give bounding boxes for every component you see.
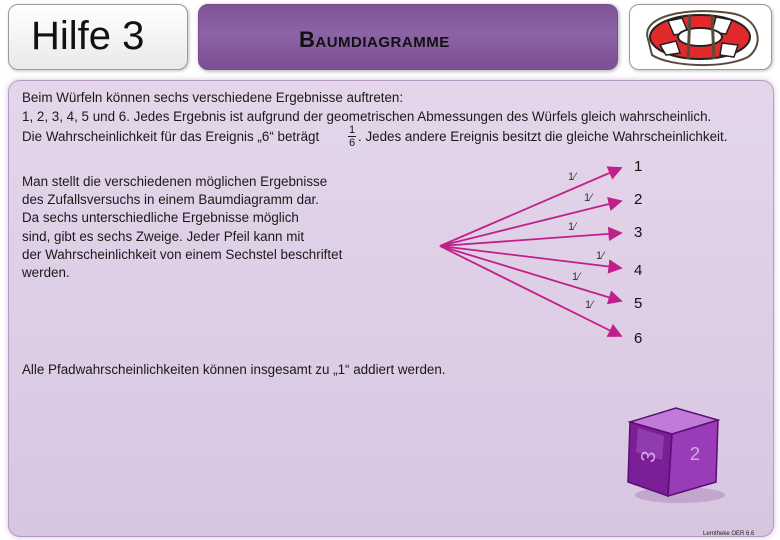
explanation-line-3: Da sechs unterschiedliche Ergebnisse möglich (22, 210, 299, 225)
svg-text:3: 3 (637, 449, 661, 465)
branch-label-5: 1⁄ (572, 271, 580, 283)
intro-line-2: 1, 2, 3, 4, 5 und 6. Jedes Ergebnis ist aufgrund der geometrischen Abmessungen des Würfels gleich wahrscheinlich. (22, 109, 712, 124)
intro-line-3a: Die Wahrscheinlichkeit für das Ereignis „6“ beträgt (22, 129, 320, 144)
outcome-1: 1 (634, 158, 643, 175)
outcome-6: 6 (634, 330, 643, 347)
branch-arrow-5 (440, 246, 621, 301)
fraction-denominator: 6 (348, 137, 356, 149)
outcome-2: 2 (634, 191, 643, 208)
explanation-line-2: des Zufallsversuchs in einem Baumdiagramm dar. (22, 192, 319, 207)
topic-title: Baumdiagramme (299, 27, 450, 52)
outcome-4: 4 (634, 262, 643, 279)
fraction-numerator: 1 (348, 124, 356, 136)
explanation-line-4: sind, gibt es sechs Zweige. Jeder Pfeil kann mit (22, 229, 305, 244)
tree-branches (440, 168, 621, 336)
explanation-line-5: der Wahrscheinlichkeit von einem Sechstel beschriftet (22, 247, 343, 262)
explanation-line-1: Man stellt die verschiedenen möglichen Ergebnisse (22, 174, 328, 189)
branch-label-1: 1⁄ (568, 171, 576, 183)
branch-label-6: 1⁄ (585, 299, 593, 311)
summary-text: Alle Pfadwahrscheinlichkeiten können insgesamt zu „1“ addiert werden. (22, 362, 446, 377)
footer-note: Lerntheke OER 6.6 (703, 531, 755, 537)
outcome-3: 3 (634, 224, 643, 241)
help-title: Hilfe 3 (31, 14, 145, 58)
explanation-line-6: werden. (22, 265, 70, 280)
branch-label-3: 1⁄ (568, 221, 576, 233)
svg-text:2: 2 (690, 444, 701, 464)
branch-label-2: 1⁄ (584, 192, 592, 204)
intro-line-1: Beim Würfeln können sechs verschiedene Ergebnisse auftreten: (22, 90, 404, 105)
outcome-5: 5 (634, 295, 643, 312)
intro-line-3b: . Jedes andere Ereignis besitzt die gleiche Wahrscheinlichkeit. (358, 129, 728, 144)
branch-label-4: 1⁄ (596, 250, 604, 262)
die-icon (620, 400, 730, 505)
branch-arrow-4 (440, 246, 621, 268)
branch-arrow-6 (440, 246, 621, 336)
